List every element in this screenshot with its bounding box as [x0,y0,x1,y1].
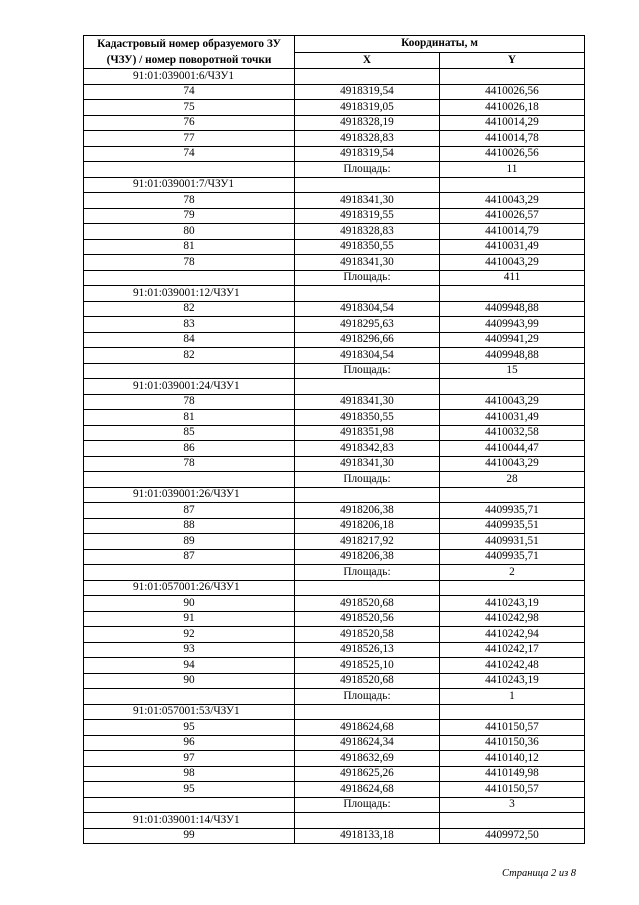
y-coordinate: 4410044,47 [440,441,585,457]
empty-cell [84,472,295,488]
point-number: 87 [84,503,295,519]
point-number: 85 [84,425,295,441]
table-row [84,255,585,271]
y-coordinate: 4410014,29 [440,115,585,131]
cadastral-number: 91:01:039001:26/ЧЗУ1 [84,487,295,503]
x-coordinate: 4918206,38 [295,549,440,565]
y-coordinate: 4410043,29 [440,394,585,410]
empty-cell [84,363,295,379]
x-coordinate: 4918319,55 [295,208,440,224]
group-row [84,379,585,395]
x-coordinate: 4918328,83 [295,224,440,240]
y-coordinate: 4410243,19 [440,596,585,612]
empty-cell [440,69,585,85]
point-number: 77 [84,131,295,147]
empty-cell [295,69,440,85]
area-value: 28 [440,472,585,488]
y-coordinate: 4410043,29 [440,456,585,472]
point-number: 90 [84,673,295,689]
x-coordinate: 4918526,13 [295,642,440,658]
area-value: 2 [440,565,585,581]
group-row [84,177,585,193]
cadastral-number: 91:01:057001:53/ЧЗУ1 [84,704,295,720]
empty-cell [295,704,440,720]
cadastral-number: 91:01:039001:14/ЧЗУ1 [84,813,295,829]
point-number: 90 [84,596,295,612]
group-row [84,580,585,596]
y-coordinate: 4409935,71 [440,549,585,565]
point-number: 88 [84,518,295,534]
y-coordinate: 4409948,88 [440,301,585,317]
y-coordinate: 4410242,94 [440,627,585,643]
y-column-header: Y [440,52,585,69]
table-body [84,69,585,844]
cadastral-number: 91:01:039001:24/ЧЗУ1 [84,379,295,395]
group-row [84,487,585,503]
point-number: 78 [84,193,295,209]
table-row [84,503,585,519]
table-row [84,208,585,224]
y-coordinate: 4409948,88 [440,348,585,364]
table-header [84,36,585,69]
table-row [84,317,585,333]
point-number: 87 [84,549,295,565]
x-coordinate: 4918328,83 [295,131,440,147]
point-number: 86 [84,441,295,457]
point-number: 91 [84,611,295,627]
y-coordinate: 4410031,49 [440,239,585,255]
table-row [84,146,585,162]
point-number: 81 [84,410,295,426]
x-coordinate: 4918304,54 [295,348,440,364]
x-coordinate: 4918133,18 [295,828,440,844]
y-coordinate: 4410242,17 [440,642,585,658]
group-row [84,813,585,829]
point-number: 95 [84,782,295,798]
point-number: 83 [84,317,295,333]
table-row [84,425,585,441]
table-row [84,751,585,767]
group-row [84,286,585,302]
group-row [84,69,585,85]
y-coordinate: 4410043,29 [440,255,585,271]
point-number: 92 [84,627,295,643]
area-row [84,689,585,705]
point-number: 76 [84,115,295,131]
x-coordinate: 4918624,68 [295,782,440,798]
area-label: Площадь: [295,162,440,178]
empty-cell [440,813,585,829]
point-number: 79 [84,208,295,224]
point-number: 93 [84,642,295,658]
point-number: 96 [84,735,295,751]
area-row [84,797,585,813]
y-coordinate: 4410031,49 [440,410,585,426]
area-value: 15 [440,363,585,379]
page-number: Страница 2 из 8 [502,868,577,879]
x-coordinate: 4918206,18 [295,518,440,534]
point-number: 98 [84,766,295,782]
y-coordinate: 4409931,51 [440,534,585,550]
x-coordinate: 4918296,66 [295,332,440,348]
table-row [84,131,585,147]
y-coordinate: 4410026,56 [440,146,585,162]
table-row [84,720,585,736]
y-coordinate: 4410242,48 [440,658,585,674]
area-row [84,363,585,379]
table-row [84,627,585,643]
point-number: 99 [84,828,295,844]
table-row [84,100,585,116]
x-coordinate: 4918319,05 [295,100,440,116]
coordinates-header: Координаты, м [295,36,585,53]
cadastral-header-line2: (ЧЗУ) / номер поворотной точки [106,54,272,66]
point-number: 80 [84,224,295,240]
empty-cell [440,177,585,193]
y-coordinate: 4410032,58 [440,425,585,441]
empty-cell [84,565,295,581]
point-number: 89 [84,534,295,550]
table-row [84,394,585,410]
empty-cell [84,270,295,286]
x-coordinate: 4918520,58 [295,627,440,643]
area-row [84,270,585,286]
area-label: Площадь: [295,689,440,705]
y-coordinate: 4410150,57 [440,782,585,798]
table-row [84,534,585,550]
empty-cell [440,487,585,503]
table-row [84,549,585,565]
point-number: 81 [84,239,295,255]
empty-cell [440,704,585,720]
x-coordinate: 4918351,98 [295,425,440,441]
area-label: Площадь: [295,797,440,813]
empty-cell [440,286,585,302]
table-row [84,239,585,255]
y-coordinate: 4409941,29 [440,332,585,348]
x-coordinate: 4918341,30 [295,456,440,472]
table-row [84,410,585,426]
area-value: 11 [440,162,585,178]
x-coordinate: 4918520,56 [295,611,440,627]
empty-cell [295,487,440,503]
table-row [84,735,585,751]
y-coordinate: 4410150,36 [440,735,585,751]
y-coordinate: 4410026,57 [440,208,585,224]
table-row [84,782,585,798]
table-row [84,518,585,534]
area-value: 1 [440,689,585,705]
cadastral-number: 91:01:039001:12/ЧЗУ1 [84,286,295,302]
empty-cell [84,797,295,813]
empty-cell [295,177,440,193]
x-coordinate: 4918217,92 [295,534,440,550]
x-coordinate: 4918342,83 [295,441,440,457]
table-row [84,658,585,674]
table-row [84,828,585,844]
y-coordinate: 4410026,56 [440,84,585,100]
x-coordinate: 4918341,30 [295,255,440,271]
cadastral-number-header [84,36,295,69]
x-coordinate: 4918624,68 [295,720,440,736]
area-label: Площадь: [295,270,440,286]
x-coordinate: 4918632,69 [295,751,440,767]
x-coordinate: 4918304,54 [295,301,440,317]
y-coordinate: 4410242,98 [440,611,585,627]
area-value: 411 [440,270,585,286]
point-number: 84 [84,332,295,348]
area-label: Площадь: [295,565,440,581]
table-row [84,596,585,612]
point-number: 94 [84,658,295,674]
point-number: 74 [84,146,295,162]
x-coordinate: 4918341,30 [295,394,440,410]
table-row [84,301,585,317]
empty-cell [295,379,440,395]
x-column-header: X [295,52,440,69]
area-row [84,565,585,581]
x-coordinate: 4918624,34 [295,735,440,751]
point-number: 75 [84,100,295,116]
y-coordinate: 4410140,12 [440,751,585,767]
x-coordinate: 4918350,55 [295,239,440,255]
table-row [84,193,585,209]
area-row [84,162,585,178]
table-row [84,642,585,658]
point-number: 82 [84,301,295,317]
empty-cell [84,689,295,705]
table-row [84,611,585,627]
table-row [84,332,585,348]
point-number: 78 [84,394,295,410]
area-label: Площадь: [295,472,440,488]
x-coordinate: 4918625,26 [295,766,440,782]
y-coordinate: 4410150,57 [440,720,585,736]
area-value: 3 [440,797,585,813]
table-row [84,673,585,689]
cadastral-header-line1: Кадастровый номер образуемого ЗУ [97,38,281,50]
x-coordinate: 4918206,38 [295,503,440,519]
cadastral-number: 91:01:039001:7/ЧЗУ1 [84,177,295,193]
y-coordinate: 4410149,98 [440,766,585,782]
point-number: 95 [84,720,295,736]
table-row [84,456,585,472]
coordinates-table [83,35,585,844]
point-number: 97 [84,751,295,767]
empty-cell [295,580,440,596]
table-row [84,766,585,782]
table-row [84,115,585,131]
area-row [84,472,585,488]
x-coordinate: 4918341,30 [295,193,440,209]
point-number: 82 [84,348,295,364]
table-row [84,224,585,240]
x-coordinate: 4918328,19 [295,115,440,131]
y-coordinate: 4410014,78 [440,131,585,147]
area-label: Площадь: [295,363,440,379]
table-row [84,441,585,457]
empty-cell [440,580,585,596]
y-coordinate: 4410026,18 [440,100,585,116]
empty-cell [295,813,440,829]
y-coordinate: 4410043,29 [440,193,585,209]
empty-cell [84,162,295,178]
point-number: 78 [84,255,295,271]
table-row [84,84,585,100]
empty-cell [295,286,440,302]
y-coordinate: 4409972,50 [440,828,585,844]
x-coordinate: 4918350,55 [295,410,440,426]
x-coordinate: 4918520,68 [295,673,440,689]
y-coordinate: 4410243,19 [440,673,585,689]
point-number: 74 [84,84,295,100]
table-row [84,348,585,364]
x-coordinate: 4918520,68 [295,596,440,612]
x-coordinate: 4918525,10 [295,658,440,674]
y-coordinate: 4409935,71 [440,503,585,519]
x-coordinate: 4918295,63 [295,317,440,333]
x-coordinate: 4918319,54 [295,84,440,100]
y-coordinate: 4409943,99 [440,317,585,333]
y-coordinate: 4410014,79 [440,224,585,240]
x-coordinate: 4918319,54 [295,146,440,162]
cadastral-number: 91:01:039001:6/ЧЗУ1 [84,69,295,85]
group-row [84,704,585,720]
cadastral-number: 91:01:057001:26/ЧЗУ1 [84,580,295,596]
y-coordinate: 4409935,51 [440,518,585,534]
point-number: 78 [84,456,295,472]
empty-cell [440,379,585,395]
